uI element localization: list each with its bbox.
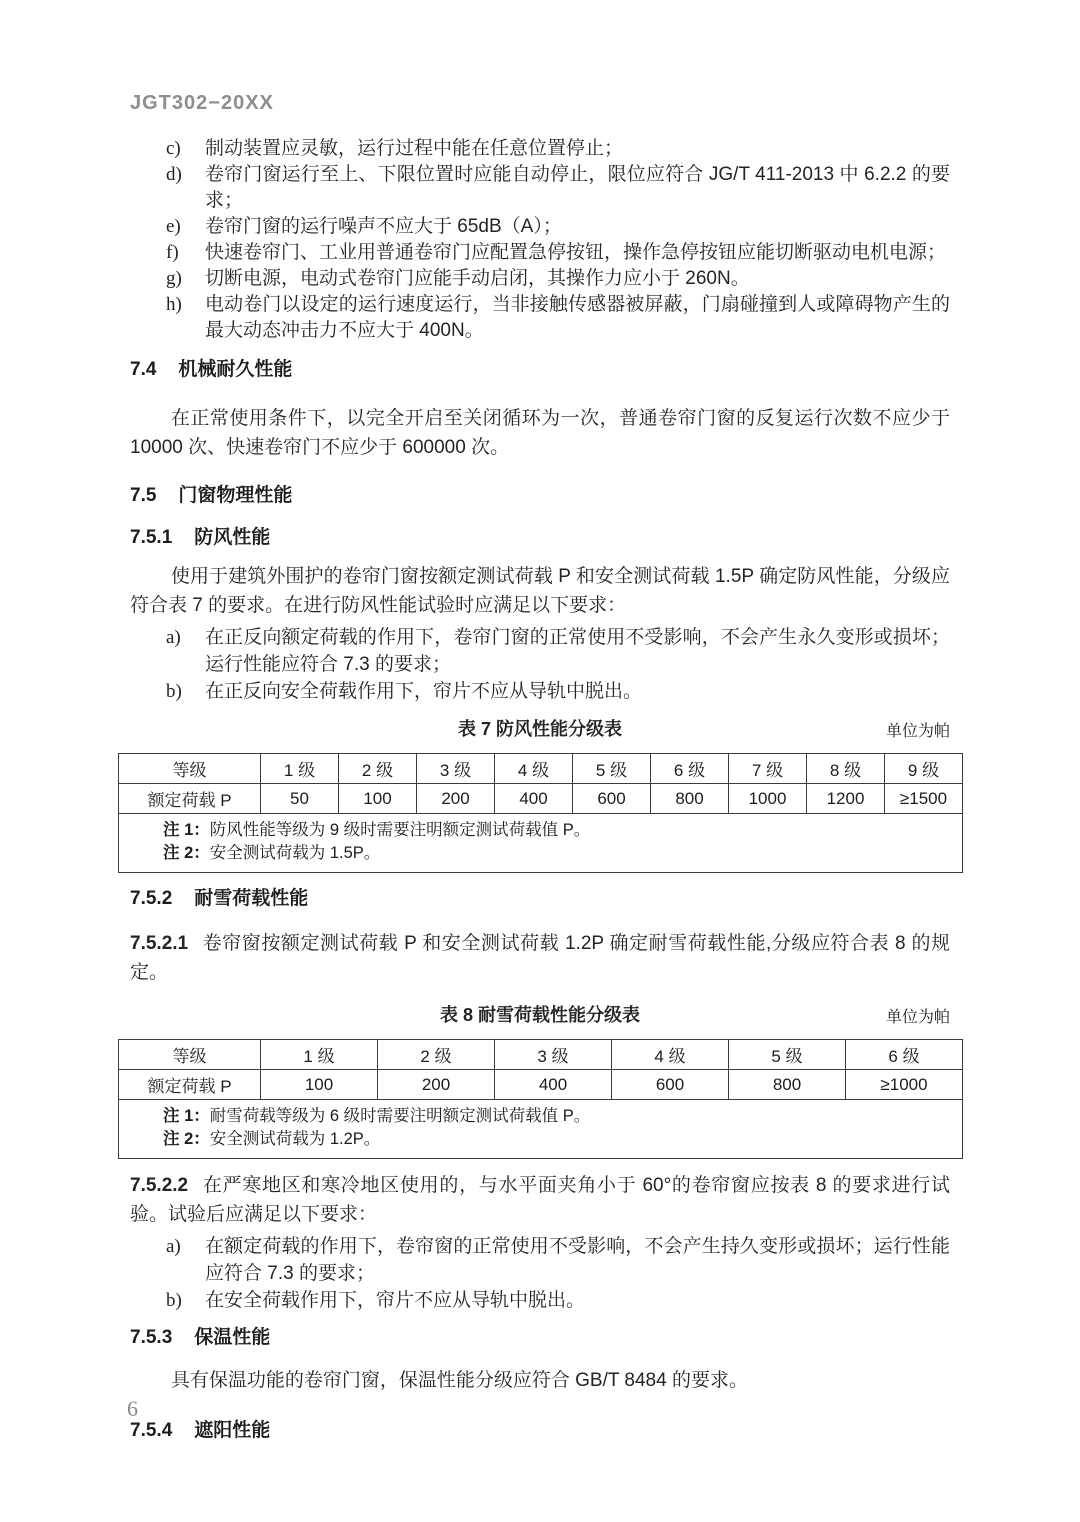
- section-title: 防风性能: [194, 527, 271, 548]
- list-item-text: 电动卷门以设定的运行速度运行，当非接触传感器被屏蔽，门扇碰撞到人或障碍物产生的最大动态冲击力不应大于 400N。: [205, 294, 950, 341]
- section-7-5-2-1-paragraph: [130, 929, 950, 987]
- note-text: 防风性能等级为 9 级时需要注明额定测试荷载值 P。: [209, 821, 591, 839]
- note-label: 注 1：: [163, 1107, 210, 1125]
- list-marker: h): [166, 294, 182, 315]
- section-title: 耐雪荷载性能: [194, 888, 309, 909]
- list-item-text: 在正反向安全荷载作用下，帘片不应从导轨中脱出。: [205, 681, 643, 702]
- list-item: [130, 214, 950, 240]
- section-7-5-1-paragraph: 使用于建筑外围护的卷帘门窗按额定测试荷载 P 和安全测试荷载 1.5P 确定防风性能，分级应符合表 7 的要求。在进行防风性能试验时应满足以下要求：: [130, 566, 950, 616]
- table-value-cell: ≥1000: [846, 1070, 963, 1100]
- list-item-text: 制动装置应灵敏，运行过程中能在任意位置停止；: [205, 138, 624, 159]
- list-marker: a): [166, 627, 181, 648]
- list-marker: d): [166, 164, 182, 185]
- page-content: [130, 128, 950, 1443]
- table-value-cell: 100: [339, 784, 417, 814]
- note-label: 注 2：: [163, 1130, 210, 1148]
- table-header-cell: 2 级: [339, 754, 417, 784]
- list-item-text: 快速卷帘门、工业用普通卷帘门应配置急停按钮，操作急停按钮应能切断驱动电机电源；: [205, 242, 947, 263]
- list-item: [130, 266, 950, 292]
- section-number: 7.5.4: [130, 1420, 173, 1441]
- list-item-text: 卷帘门窗运行至上、下限位置时应能自动停止，限位应符合 JG/T 411-2013 中 6.2.2 的要求；: [205, 164, 950, 211]
- list-item: [130, 678, 950, 705]
- table-value-cell: 200: [417, 784, 495, 814]
- section-number: 7.4: [130, 359, 157, 380]
- requirement-list-a-b: [130, 1233, 950, 1314]
- table-row-label: 额定荷载 P: [119, 784, 261, 814]
- list-item: [130, 624, 950, 678]
- table-header-cell: 等级: [119, 754, 261, 784]
- table-header-cell: 5 级: [729, 1040, 846, 1070]
- table-note: [163, 1105, 954, 1128]
- table-7-caption: [130, 717, 950, 741]
- table-value-cell: 800: [651, 784, 729, 814]
- table-8-unit-label: 单位为帕: [885, 1009, 950, 1026]
- list-item-text: 卷帘门窗的运行噪声不应大于 65dB（A）；: [205, 216, 562, 237]
- section-number: 7.5.2: [130, 888, 173, 909]
- table-header-cell: 等级: [119, 1040, 261, 1070]
- section-number: 7.5.2.1: [130, 933, 189, 954]
- table-value-cell: 1200: [807, 784, 885, 814]
- list-item: [130, 1233, 950, 1287]
- page-number: 6: [127, 1396, 138, 1421]
- table-header-cell: 2 级: [378, 1040, 495, 1070]
- table-notes-cell: [119, 814, 963, 873]
- table-header-cell: 5 级: [573, 754, 651, 784]
- list-marker: b): [166, 681, 182, 702]
- list-marker: b): [166, 1290, 182, 1311]
- list-item: [130, 1287, 950, 1314]
- table-value-cell: 50: [261, 784, 339, 814]
- section-number: 7.5: [130, 485, 157, 506]
- table-header-cell: 1 级: [261, 754, 339, 784]
- list-item: [130, 292, 950, 344]
- section-heading-7-5: [130, 484, 950, 508]
- table-7-title: 表 7 防风性能分级表: [457, 719, 622, 739]
- table-header-cell: 6 级: [651, 754, 729, 784]
- section-title: 机械耐久性能: [178, 359, 293, 380]
- section-title: 保温性能: [194, 1327, 271, 1348]
- section-number: 7.5.1: [130, 527, 173, 548]
- document-header-code: JGT302−20XX: [130, 92, 274, 114]
- list-item: [130, 162, 950, 214]
- table-row: [119, 1040, 963, 1070]
- table-value-cell: 100: [261, 1070, 378, 1100]
- section-number: 7.5.3: [130, 1327, 173, 1348]
- table-7-wind-resistance: [118, 753, 963, 873]
- table-8-snow-load: [118, 1039, 963, 1159]
- table-value-cell: 600: [573, 784, 651, 814]
- requirement-list-a-b: [130, 624, 950, 705]
- table-header-cell: 7 级: [729, 754, 807, 784]
- list-item-text: 在额定荷载的作用下，卷帘窗的正常使用不受影响，不会产生持久变形或损坏；运行性能应符合 7.3 的要求；: [205, 1236, 950, 1284]
- table-value-cell: ≥1500: [885, 784, 963, 814]
- paragraph-text: 在严寒地区和寒冷地区使用的，与水平面夹角小于 60°的卷帘窗应按表 8 的要求进行试验。试验后应满足以下要求：: [130, 1175, 950, 1225]
- section-7-5-2-2-paragraph: [130, 1171, 950, 1229]
- note-text: 耐雪荷载等级为 6 级时需要注明额定测试荷载值 P。: [209, 1107, 591, 1125]
- table-value-cell: 600: [612, 1070, 729, 1100]
- list-item-text: 切断电源，电动式卷帘门应能手动启闭，其操作力应小于 260N。: [205, 268, 750, 289]
- paragraph-text: 卷帘窗按额定测试荷载 P 和安全测试荷载 1.2P 确定耐雪荷载性能,分级应符合表 8 的规定。: [130, 933, 950, 983]
- section-title: 门窗物理性能: [178, 485, 293, 506]
- section-heading-7-5-1: [130, 526, 950, 550]
- table-value-cell: 200: [378, 1070, 495, 1100]
- list-marker: c): [166, 138, 181, 159]
- section-7-5-3-paragraph: 具有保温功能的卷帘门窗，保温性能分级应符合 GB/T 8484 的要求。: [170, 1370, 748, 1391]
- list-marker: g): [166, 268, 182, 289]
- table-row: [119, 1070, 963, 1100]
- list-item: [130, 136, 950, 162]
- table-note: [163, 1128, 954, 1151]
- table-header-cell: 8 级: [807, 754, 885, 784]
- table-row: [119, 814, 963, 873]
- note-label: 注 1：: [163, 821, 210, 839]
- table-header-cell: 1 级: [261, 1040, 378, 1070]
- table-header-cell: 4 级: [495, 754, 573, 784]
- table-header-cell: 3 级: [417, 754, 495, 784]
- list-marker: a): [166, 1236, 181, 1257]
- note-text: 安全测试荷载为 1.5P。: [209, 844, 381, 862]
- section-number: 7.5.2.2: [130, 1175, 189, 1196]
- list-item-text: 在安全荷载作用下，帘片不应从导轨中脱出。: [205, 1290, 586, 1311]
- table-row: [119, 754, 963, 784]
- table-value-cell: 400: [495, 1070, 612, 1100]
- table-note: [163, 819, 954, 842]
- section-7-4-paragraph: 在正常使用条件下，以完全开启至关闭循环为一次，普通卷帘门窗的反复运行次数不应少于 10000 次、快速卷帘门不应少于 600000 次。: [130, 408, 950, 458]
- section-title: 遮阳性能: [194, 1420, 271, 1441]
- list-marker: f): [166, 242, 179, 263]
- table-header-cell: 9 级: [885, 754, 963, 784]
- section-heading-7-5-4: [130, 1419, 950, 1443]
- table-8-caption: [130, 1003, 950, 1027]
- table-row-label: 额定荷载 P: [119, 1070, 261, 1100]
- table-header-cell: 4 级: [612, 1040, 729, 1070]
- section-heading-7-4: [130, 358, 950, 382]
- table-header-cell: 3 级: [495, 1040, 612, 1070]
- table-notes-cell: [119, 1100, 963, 1159]
- section-heading-7-5-3: [130, 1326, 950, 1350]
- table-value-cell: 400: [495, 784, 573, 814]
- table-8-title: 表 8 耐雪荷载性能分级表: [439, 1005, 640, 1025]
- list-item: [130, 240, 950, 266]
- list-item-text: 在正反向额定荷载的作用下，卷帘门窗的正常使用不受影响，不会产生永久变形或损坏；运行性能应符合 7.3 的要求；: [205, 627, 950, 675]
- section-heading-7-5-2: [130, 887, 950, 911]
- note-text: 安全测试荷载为 1.2P。: [209, 1130, 381, 1148]
- table-value-cell: 1000: [729, 784, 807, 814]
- requirement-list-c-h: [130, 136, 950, 344]
- table-7-unit-label: 单位为帕: [885, 723, 950, 740]
- list-marker: e): [166, 216, 181, 237]
- note-label: 注 2：: [163, 844, 210, 862]
- table-value-cell: 800: [729, 1070, 846, 1100]
- table-note: [163, 842, 954, 865]
- table-row: [119, 1100, 963, 1159]
- table-row: [119, 784, 963, 814]
- table-header-cell: 6 级: [846, 1040, 963, 1070]
